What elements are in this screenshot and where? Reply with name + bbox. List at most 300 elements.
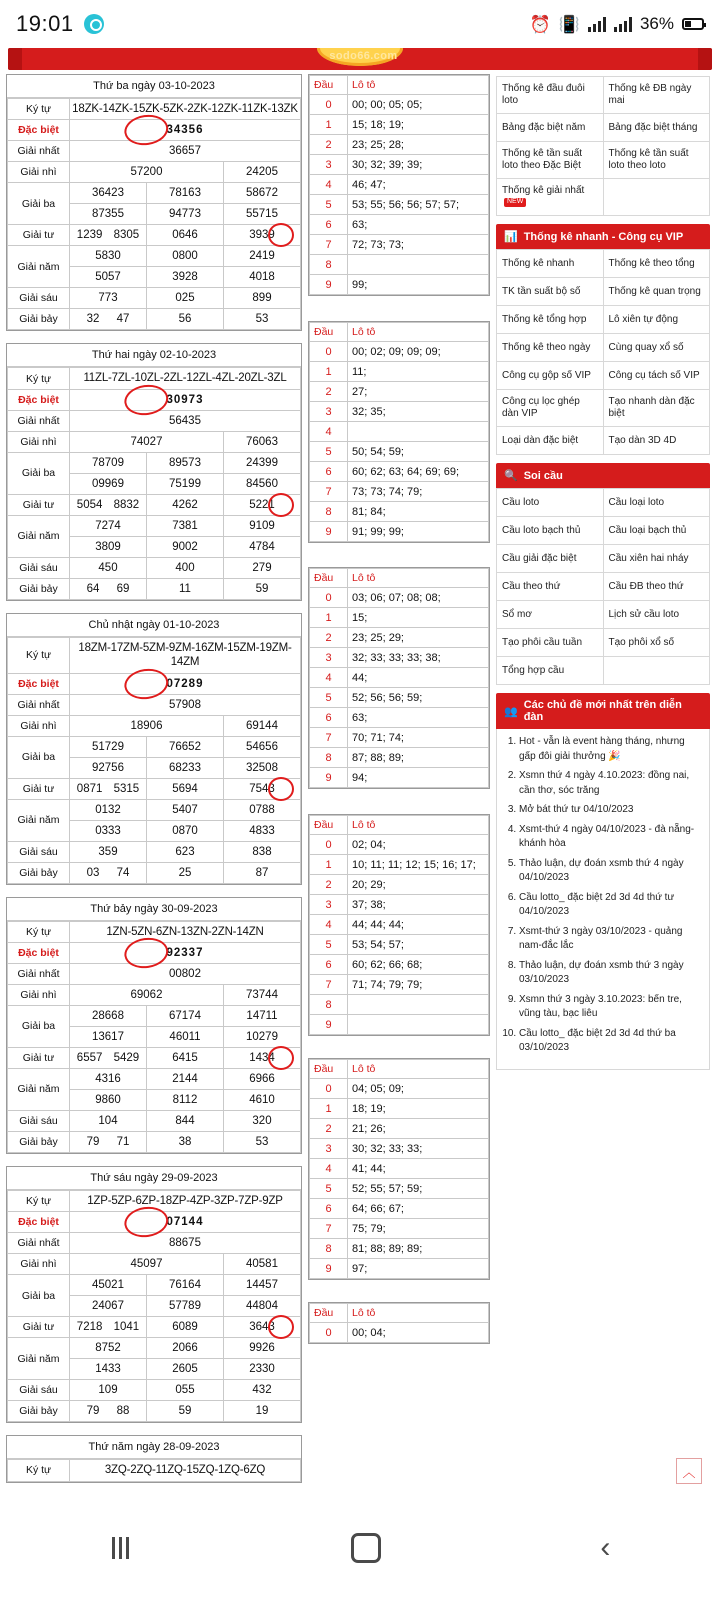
list-item[interactable]: 8. Thảo luận, dự đoán xsmb thứ 3 ngày 03/10/2023 [519,959,701,988]
stats-top-links-table [496,76,710,216]
special-prize-value: 07289 [166,677,204,690]
row-label: Giải sáu [8,1380,70,1401]
table-row [310,235,489,255]
loto-value: 81; 88; 89; 89; [348,1239,489,1259]
table-row [8,799,301,820]
row-label: Giải nhì [8,984,70,1005]
prize-3: 67174 [147,1005,224,1026]
dau-value: 4 [310,175,348,195]
link-tan-suat-loto-theo-loto[interactable]: Thống kê tần suất loto theo loto [603,142,710,179]
empty-cell [603,179,710,216]
prize-7 [70,578,147,599]
dau-value: 7 [310,728,348,748]
table-row [8,141,301,162]
table-row [497,390,710,427]
list-item[interactable]: 7. Xsmt-thứ 3 ngày 03/10/2023 - quảng nam-đắc lắc [519,925,701,954]
row-label: Giải nhất [8,141,70,162]
prize-3: 24399 [224,452,301,473]
quick-stats-title: Thống kê nhanh - Công cụ VIP [523,230,684,243]
loto-value: 81; 84; [348,502,489,522]
prize-4-value: 8305 [113,229,140,242]
list-item[interactable]: 5. Thảo luận, dự đoán xsmb thứ 4 ngày 04/10/2023 [519,857,701,886]
table-row [310,835,489,855]
link-thong-ke-tong-hop[interactable]: Thống kê tổng hợp [497,306,604,334]
link-tan-suat-loto-theo-db[interactable]: Thống kê tần suất loto theo Đặc Biệt [497,142,604,179]
link-cong-cu-gop-so-vip[interactable]: Công cụ gộp số VIP [497,362,604,390]
dau-loto-table [309,568,489,788]
prize-7: 38 [147,1131,224,1152]
table-row [8,557,301,578]
prize-5: 2419 [224,246,301,267]
table-row [8,389,301,410]
prize-3: 57789 [147,1296,224,1317]
link-tao-phoi-cau-tuan[interactable]: Tạo phôi cầu tuần [497,629,604,657]
scroll-to-top-button[interactable] [676,1458,702,1484]
row-label: Giải sáu [8,841,70,862]
prize-7-value: 79 [86,1405,100,1418]
special-prize-value: 30973 [166,393,204,406]
row-label: Giải ba [8,183,70,225]
prize-4-value: 5054 [76,498,103,511]
prize-7: 87 [224,862,301,883]
dau-value: 5 [310,442,348,462]
table-row [8,1401,301,1422]
loto-value: 03; 06; 07; 08; 08; [348,588,489,608]
prize-3: 54656 [224,736,301,757]
prize-4-value: 5221 [249,498,275,511]
prize-5: 7274 [70,515,147,536]
table-row [8,841,301,862]
kyty-value: 1ZP-5ZP-6ZP-18ZP-4ZP-3ZP-7ZP-9ZP [70,1190,301,1211]
dau-value: 0 [310,342,348,362]
table-row [8,715,301,736]
prize-3: 24067 [70,1296,147,1317]
table-row [310,915,489,935]
prize-4-value: 7218 [76,1321,103,1334]
table-row [310,955,489,975]
forum-header [496,693,710,729]
table-row [310,1219,489,1239]
loto-value [348,255,489,275]
prize-7: 11 [147,578,224,599]
prize-1: 56435 [70,410,301,431]
prize-1: 57908 [70,694,301,715]
prize-7-value: 64 [86,582,100,595]
prize-3: 94773 [147,204,224,225]
list-item[interactable]: 3. Mở bát thứ tư 04/10/2023 [519,803,701,818]
prize-7-value: 69 [116,582,130,595]
special-prize-value: 07144 [166,1216,204,1229]
table-row [8,1233,301,1254]
table-row [8,494,301,515]
row-label: Giải nhất [8,694,70,715]
link-tao-phoi-xo-so[interactable]: Tạo phôi xổ số [603,629,710,657]
dau-value: 4 [310,668,348,688]
prize-3: 87355 [70,204,147,225]
prize-6: 450 [70,557,147,578]
table-row [8,1317,301,1338]
dau-value: 0 [310,588,348,608]
prize-5: 4833 [224,820,301,841]
row-label: Giải nhì [8,431,70,452]
list-item[interactable]: 4. Xsmt-thứ 4 ngày 04/10/2023 - đà nẵng-khánh hòa [519,823,701,852]
loto-value: 10; 11; 11; 12; 15; 16; 17; [348,855,489,875]
link-thong-ke-dau-duoi-loto[interactable]: Thống kê đầu đuôi loto [497,77,604,114]
table-row [8,515,301,536]
loto-column [308,74,490,1491]
prize-4 [70,494,147,515]
prize-6: 320 [224,1110,301,1131]
link-tao-nhanh-dan-dac-biet[interactable]: Tạo nhanh dàn đặc biệt [603,390,710,427]
prize-5: 4610 [224,1089,301,1110]
dau-loto-card [308,814,490,1036]
dau-loto-table [309,75,489,295]
table-row [310,708,489,728]
prize-6: 359 [70,841,147,862]
link-cau-db-theo-thu[interactable]: Cầu ĐB theo thứ [603,573,710,601]
table-row [8,778,301,799]
loto-value: 15; 18; 19; [348,115,489,135]
dau-value: 7 [310,235,348,255]
loto-value [348,995,489,1015]
prize-5: 9926 [224,1338,301,1359]
link-cong-cu-tach-so-vip[interactable]: Công cụ tách số VIP [603,362,710,390]
recent-apps-button[interactable] [110,1537,132,1559]
prize-4 [224,225,301,246]
table-header-row [310,76,489,95]
row-label: Ký tự [8,637,70,673]
result-date-title: Chủ nhật ngày 01-10-2023 [7,614,301,637]
table-row [8,984,301,1005]
table-row [8,1131,301,1152]
link-thong-ke-quan-trong[interactable]: Thống kê quan trọng [603,278,710,306]
prize-2-b: 69144 [224,715,301,736]
prize-5: 0870 [147,820,224,841]
table-row [310,855,489,875]
result-card [6,1166,302,1423]
table-row [310,462,489,482]
loto-value: 32; 33; 33; 33; 38; [348,648,489,668]
sidebar-column [496,74,710,1491]
link-cau-loto-bach-thu[interactable]: Cầu loto bạch thủ [497,517,604,545]
row-label: Giải tư [8,1317,70,1338]
prize-4: 5694 [147,778,224,799]
loto-value: 53; 54; 57; [348,935,489,955]
link-tong-hop-cau[interactable]: Tổng hợp cầu [497,657,604,685]
table-row [497,517,710,545]
dau-loto-card [308,74,490,296]
dau-value: 8 [310,748,348,768]
link-cau-giai-dac-biet[interactable]: Cầu giải đặc biệt [497,545,604,573]
link-cau-loai-loto[interactable]: Cầu loại loto [603,489,710,517]
link-lich-su-cau-loto[interactable]: Lịch sử cầu loto [603,601,710,629]
table-row [8,1275,301,1296]
table-row [310,608,489,628]
quick-stats-table [496,249,710,455]
result-table [7,1190,301,1422]
prize-3: 14457 [224,1275,301,1296]
prize-5: 8752 [70,1338,147,1359]
forum-topic-list [496,729,710,1070]
table-row [310,1259,489,1279]
col-header-loto: Lô tô [348,323,489,342]
list-item[interactable]: 2. Xsmn thứ 4 ngày 4.10.2023: đồng nai, cần thơ, sóc trăng [519,769,701,798]
table-row [8,736,301,757]
link-cau-loto[interactable]: Cầu loto [497,489,604,517]
prize-6: 400 [147,557,224,578]
table-row [8,1212,301,1233]
prize-3: 51729 [70,736,147,757]
table-row [310,342,489,362]
link-thong-ke-theo-tong[interactable]: Thống kê theo tổng [603,250,710,278]
result-card [6,897,302,1154]
loto-value: 91; 99; 99; [348,522,489,542]
table-row [8,921,301,942]
table-header-row [310,816,489,835]
loto-value [348,422,489,442]
result-card [6,613,302,885]
banner-edge-left [8,48,22,70]
dau-value: 8 [310,1239,348,1259]
loto-value: 52; 56; 56; 59; [348,688,489,708]
prize-4-value: 8832 [113,498,140,511]
table-row [8,1047,301,1068]
loto-value: 41; 44; [348,1159,489,1179]
link-tk-tan-suat-bo-so[interactable]: TK tần suất bộ số [497,278,604,306]
link-thong-ke-giai-nhat[interactable] [497,179,604,216]
prize-4-value: 3939 [249,229,275,242]
dau-value: 0 [310,95,348,115]
site-banner[interactable] [8,48,712,70]
dau-value: 9 [310,275,348,295]
prize-4-value: 6557 [76,1051,103,1064]
prize-5: 0800 [147,246,224,267]
table-row [8,963,301,984]
result-date-title: Thứ ba ngày 03-10-2023 [7,75,301,98]
row-label-special: Đặc biệt [8,673,70,694]
prize-7: 19 [224,1401,301,1422]
prize-4: 4262 [147,494,224,515]
list-item[interactable]: 6. Cầu lotto_ đặc biệt 2d 3d 4d thứ tư 04/10/2023 [519,891,701,920]
link-cau-loai-bach-thu[interactable]: Cầu loại bạch thủ [603,517,710,545]
table-row [8,862,301,883]
prize-4 [224,494,301,515]
dau-value: 6 [310,708,348,728]
link-cong-cu-loc-ghep-dan-vip[interactable]: Công cụ lọc ghép dàn VIP [497,390,604,427]
dau-value: 3 [310,648,348,668]
row-label: Giải bảy [8,1401,70,1422]
soi-cau-panel [496,463,710,685]
table-row [310,935,489,955]
dau-value: 2 [310,135,348,155]
empty-cell [603,657,710,685]
chevron-up-icon: ︿ [682,1464,696,1480]
loto-value: 44; [348,668,489,688]
prize-7 [70,1401,147,1422]
prize-7: 25 [147,862,224,883]
table-row [8,1380,301,1401]
table-row [8,1460,301,1481]
prize-5: 8112 [147,1089,224,1110]
table-row [8,942,301,963]
table-row [8,673,301,694]
prize-3: 13617 [70,1026,147,1047]
special-prize [70,942,301,963]
loto-value: 52; 55; 57; 59; [348,1179,489,1199]
col-header-dau: Đầu [310,816,348,835]
table-row [310,1179,489,1199]
table-row [8,1338,301,1359]
dau-value: 6 [310,1199,348,1219]
link-tao-dan-3d-4d[interactable]: Tạo dàn 3D 4D [603,427,710,455]
prize-4: 6415 [147,1047,224,1068]
table-row [310,1119,489,1139]
dau-value: 4 [310,422,348,442]
prize-2-a: 18906 [70,715,224,736]
loto-value: 71; 74; 79; 79; [348,975,489,995]
dau-value: 7 [310,975,348,995]
table-row [310,482,489,502]
prize-3: 78163 [147,183,224,204]
prize-2-a: 57200 [70,162,224,183]
table-row [8,1254,301,1275]
dau-value: 1 [310,362,348,382]
prize-6: 025 [147,288,224,309]
prize-3: 58672 [224,183,301,204]
back-button[interactable] [600,1533,610,1563]
loto-value: 44; 44; 44; [348,915,489,935]
table-row [310,522,489,542]
table-row [8,452,301,473]
table-row [497,573,710,601]
prize-5: 4316 [70,1068,147,1089]
prize-5: 9002 [147,536,224,557]
loto-value: 60; 62; 66; 68; [348,955,489,975]
row-label: Giải nhất [8,410,70,431]
loto-value: 21; 26; [348,1119,489,1139]
prize-1: 36657 [70,141,301,162]
special-prize [70,1212,301,1233]
list-item[interactable]: 1. Hot - vẫn là event hàng tháng, nhưng gấp đôi giải thưởng 🎉 [519,735,701,764]
row-label: Giải nhất [8,1233,70,1254]
table-row [497,278,710,306]
prize-5: 0788 [224,799,301,820]
search-icon: 🔍 [504,470,518,482]
loto-value: 15; [348,608,489,628]
table-row [310,215,489,235]
dau-value: 1 [310,608,348,628]
loto-value: 27; [348,382,489,402]
link-lo-xien-tu-dong[interactable]: Lô xiên tự động [603,306,710,334]
row-label: Giải nhì [8,715,70,736]
table-row [310,442,489,462]
loto-value: 30; 32; 33; 33; [348,1139,489,1159]
row-label: Ký tự [8,1460,70,1481]
row-label: Ký tự [8,1190,70,1211]
prize-4 [224,1047,301,1068]
table-row [310,688,489,708]
table-row [497,657,710,685]
link-label: Thống kê giải nhất [502,185,585,196]
result-table [7,367,301,599]
loto-value: 04; 05; 09; [348,1079,489,1099]
dau-value: 7 [310,1219,348,1239]
dau-value: 6 [310,955,348,975]
link-thong-ke-db-ngay-mai[interactable]: Thống kê ĐB ngày mai [603,77,710,114]
table-row [310,1323,489,1343]
kyty-value: 3ZQ-2ZQ-11ZQ-15ZQ-1ZQ-6ZQ [70,1460,301,1481]
col-header-dau: Đầu [310,76,348,95]
special-prize [70,389,301,410]
table-row [310,648,489,668]
result-table [7,98,301,330]
row-label: Giải năm [8,1338,70,1380]
prize-4-value: 7543 [249,782,275,795]
prize-3: 46011 [147,1026,224,1047]
dau-value: 9 [310,522,348,542]
row-label-special: Đặc biệt [8,389,70,410]
table-header-row [310,1304,489,1323]
table-row [310,115,489,135]
link-thong-ke-theo-ngay[interactable]: Thống kê theo ngày [497,334,604,362]
dau-loto-card [308,1058,490,1280]
prize-7-value: 32 [86,313,100,326]
row-label: Giải tư [8,778,70,799]
dau-value: 1 [310,1099,348,1119]
table-row [497,629,710,657]
prize-5: 4784 [224,536,301,557]
status-time: 19:01 [16,11,74,36]
loto-value: 18; 19; [348,1099,489,1119]
table-row [310,175,489,195]
table-row [8,368,301,389]
dau-value: 3 [310,1139,348,1159]
link-loai-dan-dac-biet[interactable]: Loại dàn đặc biệt [497,427,604,455]
prize-7 [70,1131,147,1152]
result-date-title: Thứ năm ngày 28-09-2023 [7,1436,301,1459]
prize-4-value: 1041 [113,1321,140,1334]
loto-value: 75; 79; [348,1219,489,1239]
row-label: Giải nhì [8,1254,70,1275]
soi-cau-header [496,463,710,488]
dau-loto-card [308,1302,490,1344]
app-indicator-icon [84,14,104,34]
prize-4 [70,225,147,246]
result-card [6,1435,302,1482]
soi-cau-title: Soi cầu [523,469,563,482]
result-date-title: Thứ sáu ngày 29-09-2023 [7,1167,301,1190]
result-table [7,921,301,1153]
link-cung-quay-xo-so[interactable]: Cùng quay xổ số [603,334,710,362]
list-item[interactable]: 9. Xsmn thứ 3 ngày 3.10.2023: bến tre, vũng tàu, bạc liêu [519,993,701,1022]
link-bang-dac-biet-thang[interactable]: Bảng đặc biệt tháng [603,114,710,142]
list-item[interactable]: 10. Cầu lotto_ đặc biệt 2d 3d 4d thứ ba 03/10/2023 [519,1027,701,1056]
link-cau-theo-thu[interactable]: Cầu theo thứ [497,573,604,601]
prize-4-value: 3643 [249,1321,275,1334]
link-so-mo[interactable]: Sổ mơ [497,601,604,629]
row-label: Giải năm [8,799,70,841]
prize-7-value: 47 [116,313,130,326]
home-button[interactable] [351,1533,381,1563]
link-bang-dac-biet-nam[interactable]: Bảng đặc biệt năm [497,114,604,142]
table-row [310,382,489,402]
dau-value: 3 [310,895,348,915]
link-cau-xien-hai-nhay[interactable]: Cầu xiên hai nháy [603,545,710,573]
loto-value: 11; [348,362,489,382]
dau-value: 3 [310,155,348,175]
prize-6: 432 [224,1380,301,1401]
link-thong-ke-nhanh[interactable]: Thống kê nhanh [497,250,604,278]
